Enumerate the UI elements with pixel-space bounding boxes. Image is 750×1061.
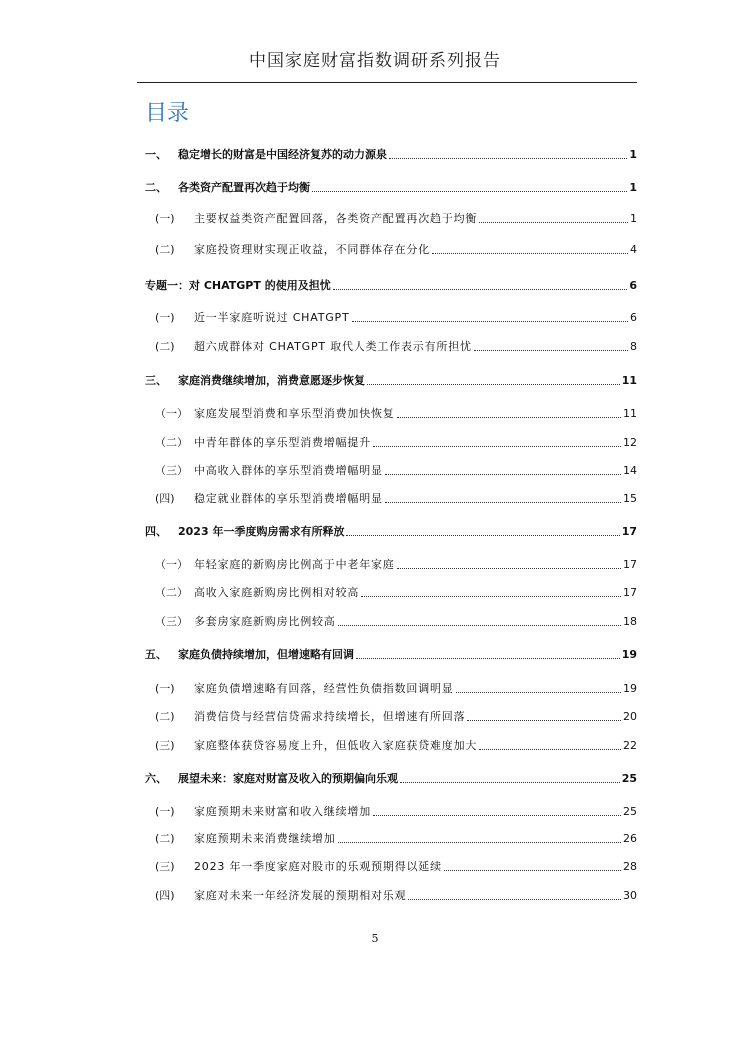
toc-entry-body (178, 181, 637, 195)
toc-entry-page: 22 (623, 739, 637, 752)
toc-entry-number: 四、 (145, 525, 167, 538)
toc-dot-leader (385, 502, 621, 503)
toc-entry-body (194, 464, 637, 478)
toc-dot-leader (444, 870, 621, 871)
toc-entry-page: 20 (623, 710, 637, 723)
toc-entry-page: 19 (621, 648, 637, 661)
toc-entry-page: 18 (623, 615, 637, 628)
toc-dot-leader (312, 191, 627, 192)
toc-entry[interactable] (0, 583, 750, 603)
toc-entry-page: 26 (623, 832, 637, 845)
toc-entry-title: 家庭对未来一年经济发展的预期相对乐观 (194, 889, 407, 902)
toc-entry[interactable] (0, 707, 750, 727)
toc-entry-number: 五、 (145, 648, 167, 661)
toc-entry-number: (四) (155, 492, 175, 505)
toc-entry-title: 家庭消费继续增加，消费意愿逐步恢复 (178, 374, 365, 387)
toc-entry-title: 稳定增长的财富是中国经济复苏的动力源泉 (178, 148, 387, 161)
toc-entry-page: 25 (623, 805, 637, 818)
toc-entry-number: （三） (155, 615, 188, 628)
toc-entry-body (194, 436, 637, 450)
toc-dot-leader (467, 720, 621, 721)
toc-entry-number: (一) (155, 311, 175, 324)
toc-entry-body (194, 832, 637, 846)
toc-entry-title: 家庭发展型消费和享乐型消费加快恢复 (194, 407, 395, 420)
toc-entry-page: 15 (623, 492, 637, 505)
toc-entry[interactable] (0, 522, 750, 542)
toc-entry-number: （二） (155, 586, 188, 599)
toc-dot-leader (479, 749, 621, 750)
toc-entry-title: 消费信贷与经营信贷需求持续增长，但增速有所回落 (194, 710, 466, 723)
toc-entry-page: 1 (629, 148, 637, 161)
toc-dot-leader (456, 692, 621, 693)
toc-entry-title: 稳定就业群体的享乐型消费增幅明显 (194, 492, 383, 505)
toc-entry-body (178, 772, 637, 786)
toc-entry-title: 年轻家庭的新购房比例高于中老年家庭 (194, 558, 395, 571)
toc-dot-leader (397, 568, 621, 569)
toc-entry-number: (二) (155, 243, 175, 256)
toc-dot-leader (367, 384, 620, 385)
toc-entry-title: 2023 年一季度家庭对股市的乐观预期得以延续 (194, 860, 442, 873)
toc-entry-page: 19 (623, 682, 637, 695)
toc-entry-page: 17 (621, 525, 637, 538)
toc-entry[interactable] (0, 337, 750, 357)
toc-entry[interactable] (0, 276, 750, 296)
toc-entry[interactable] (0, 404, 750, 424)
toc-entry-body (194, 682, 637, 696)
toc-entry-title: 专题一：对 CHATGPT 的使用及担忧 (145, 279, 331, 292)
toc-entry-number: 三、 (145, 374, 167, 387)
toc-entry-title: 多套房家庭新购房比例较高 (194, 615, 336, 628)
toc-entry-number: （一） (155, 407, 188, 420)
toc-entry[interactable] (0, 829, 750, 849)
toc-entry-number: 六、 (145, 772, 167, 785)
toc-entry[interactable] (0, 886, 750, 906)
toc-dot-leader (479, 222, 628, 223)
toc-entry[interactable] (0, 240, 750, 260)
toc-entry-number: （一） (155, 558, 188, 571)
toc-entry[interactable] (0, 736, 750, 756)
toc-dot-leader (389, 158, 627, 159)
toc-entry-number: (三) (155, 860, 175, 873)
toc-entry[interactable] (0, 679, 750, 699)
toc-entry-body (194, 805, 637, 819)
toc-entry-number: （三） (155, 464, 188, 477)
toc-entry-number: 二、 (145, 181, 167, 194)
toc-entry-body (178, 374, 637, 388)
toc-entry-number: 一、 (145, 148, 167, 161)
toc-entry-number: (四) (155, 889, 175, 902)
report-header-title: 中国家庭财富指数调研系列报告 (249, 51, 501, 71)
toc-entry-page: 25 (621, 772, 637, 785)
toc-entry[interactable] (0, 612, 750, 632)
toc-entry[interactable] (0, 645, 750, 665)
toc-entry-page: 11 (623, 407, 637, 420)
toc-entry-body (194, 710, 637, 724)
toc-dot-leader (361, 596, 621, 597)
toc-entry[interactable] (0, 308, 750, 328)
toc-entry-page: 1 (629, 181, 637, 194)
toc-entry-body (145, 279, 637, 293)
toc-heading: 目录 (145, 101, 190, 126)
toc-entry-body (194, 739, 637, 753)
toc-entry-page: 11 (621, 374, 637, 387)
toc-entry-body (194, 243, 637, 257)
toc-entry-number: (一) (155, 805, 175, 818)
toc-entry-page: 6 (630, 311, 637, 324)
toc-entry-number: (二) (155, 710, 175, 723)
toc-entry-page: 6 (629, 279, 637, 292)
toc-entry-page: 30 (623, 889, 637, 902)
toc-entry-title: 高收入家庭新购房比例相对较高 (194, 586, 360, 599)
toc-entry[interactable] (0, 555, 750, 575)
toc-entry-number: (二) (155, 832, 175, 845)
toc-entry-title: 主要权益类资产配置回落，各类资产配置再次趋于均衡 (194, 212, 478, 225)
toc-entry-number: （二） (155, 436, 188, 449)
toc-entry-body (194, 212, 637, 226)
toc-entry-body (194, 615, 637, 629)
page-number: 5 (371, 932, 379, 945)
toc-entry[interactable] (0, 802, 750, 822)
toc-entry-body (194, 407, 637, 421)
toc-entry-page: 1 (630, 212, 637, 225)
toc-entry[interactable] (0, 209, 750, 229)
toc-entry-page: 17 (623, 586, 637, 599)
toc-entry-page: 17 (623, 558, 637, 571)
toc-entry-body (194, 558, 637, 572)
toc-entry-page: 14 (623, 464, 637, 477)
toc-entry-body (194, 311, 637, 325)
toc-entry[interactable] (0, 433, 750, 453)
toc-dot-leader (373, 446, 621, 447)
toc-entry-number: (二) (155, 340, 175, 353)
toc-entry-title: 家庭负债增速略有回落，经营性负债指数回调明显 (194, 682, 454, 695)
toc-dot-leader (385, 474, 621, 475)
toc-entry-body (178, 148, 637, 162)
toc-entry[interactable] (0, 769, 750, 789)
toc-entry-body (178, 525, 637, 539)
toc-entry-page: 12 (623, 436, 637, 449)
toc-entry-title: 近一半家庭听说过 CHATGPT (194, 311, 350, 324)
toc-entry-number: (一) (155, 212, 175, 225)
toc-entry-title: 家庭预期未来消费继续增加 (194, 832, 336, 845)
toc-dot-leader (333, 289, 628, 290)
toc-entry-page: 28 (623, 860, 637, 873)
toc-dot-leader (346, 535, 619, 536)
toc-entry-title: 超六成群体对 CHATGPT 取代人类工作表示有所担忧 (194, 340, 472, 353)
toc-entry-page: 4 (630, 243, 637, 256)
toc-entry-title: 家庭预期未来财富和收入继续增加 (194, 805, 371, 818)
toc-dot-leader (397, 417, 621, 418)
toc-entry-title: 家庭整体获贷容易度上升，但低收入家庭获贷难度加大 (194, 739, 478, 752)
toc-entry-body (194, 860, 637, 874)
toc-dot-leader (356, 658, 620, 659)
toc-entry[interactable] (0, 461, 750, 481)
toc-dot-leader (432, 253, 628, 254)
toc-entry-number: (一) (155, 682, 175, 695)
toc-entry[interactable] (0, 489, 750, 509)
toc-dot-leader (338, 842, 621, 843)
toc-entry-page: 8 (630, 340, 637, 353)
toc-entry-title: 中青年群体的享乐型消费增幅提升 (194, 436, 371, 449)
toc-entry[interactable] (0, 178, 750, 198)
toc-entry-body (194, 586, 637, 600)
toc-entry-body (194, 889, 637, 903)
toc-entry-title: 2023 年一季度购房需求有所释放 (178, 525, 345, 538)
toc-entry-body (194, 492, 637, 506)
toc-entry-title: 家庭投资理财实现正收益，不同群体存在分化 (194, 243, 430, 256)
toc-entry-body (178, 648, 637, 662)
toc-entry-title: 家庭负债持续增加，但增速略有回调 (178, 648, 354, 661)
toc-dot-leader (373, 815, 621, 816)
toc-entry-title: 展望未来：家庭对财富及收入的预期偏向乐观 (178, 772, 398, 785)
toc-dot-leader (352, 321, 628, 322)
toc-dot-leader (338, 625, 621, 626)
toc-dot-leader (474, 350, 628, 351)
toc-entry[interactable] (0, 371, 750, 391)
toc-entry-number: (三) (155, 739, 175, 752)
toc-dot-leader (408, 899, 621, 900)
toc-entry-title: 各类资产配置再次趋于均衡 (178, 181, 310, 194)
toc-entry-body (194, 340, 637, 354)
toc-entry[interactable] (0, 145, 750, 165)
toc-entry-title: 中高收入群体的享乐型消费增幅明显 (194, 464, 383, 477)
toc-entry[interactable] (0, 857, 750, 877)
toc-dot-leader (400, 782, 620, 783)
